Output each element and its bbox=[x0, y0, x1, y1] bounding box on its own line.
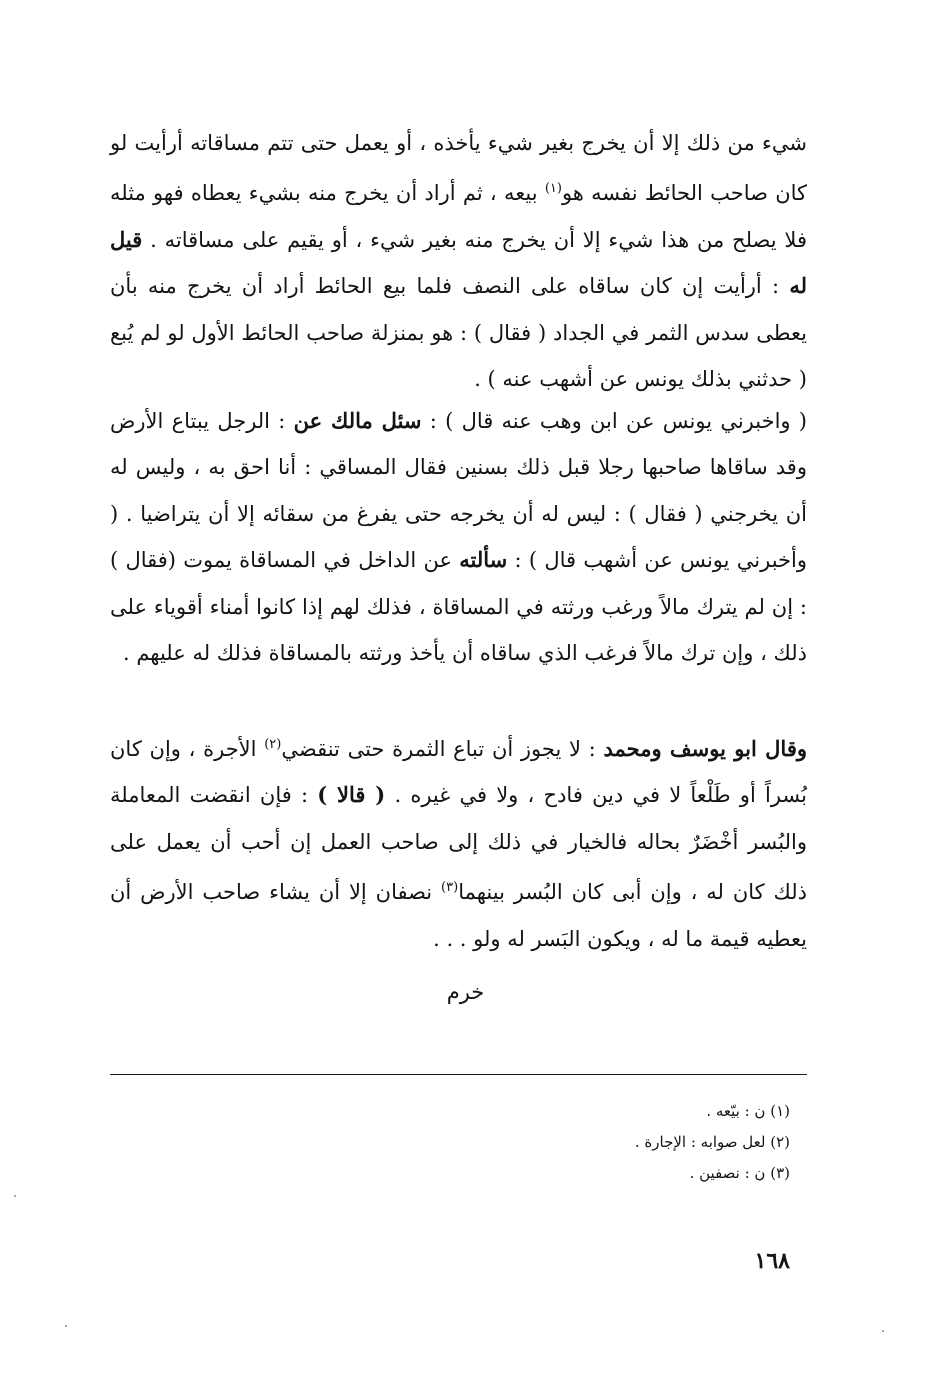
paragraph-1-text-1: شيء من ذلك إلا أن يخرج بغير شيء يأخذه ، أو يعمل حتى تتم مساقاته أرأيت لو كان صاحب الحائط نفسه هو bbox=[110, 131, 808, 206]
paragraph-2-text-2: : الرجل يبتاع الأرض وقد ساقاها صاحبها رجلا قبل ذلك بسنين فقال المساقي : أنا احق به ، وليس له أن يخرجني ( فقال ) : ليس له أن يخرجه حتى يفرغ من سقائه إلا أن يتراضيا . ( وأخبرني يونس عن أشهب قال ) : bbox=[110, 409, 807, 573]
paragraph-2-bold-2: سألته bbox=[459, 547, 508, 573]
scan-speck bbox=[65, 1325, 67, 1327]
scan-speck bbox=[882, 1330, 884, 1332]
paragraph-2-text-3: عن الداخل في المساقاة يموت (فقال ) : إن لم يترك مالاً ورغب ورثته في المساقاة ، فذلك لهم إذا كانوا أمناء أقوياء على ذلك ، وإن ترك مالاً فرغب الذي ساقاه أن يأخذ ورثته بالمساقاة فذلك له عليهم . bbox=[110, 548, 807, 666]
paragraph-1-text-3: : أرأيت إن كان ساقاه على النصف فلما بيع الحائط أراد أن يخرج منه بأن يعطى سدس الثمر في الجداد ( فقال ) : هو بمنزلة صاحب الحائط الأول لو لم يُبع ( حدثني بذلك يونس عن أشهب عنه ) . bbox=[110, 274, 807, 392]
footnote-2: (٢) لعل صوابه : الإجارة . bbox=[634, 1133, 790, 1151]
footnotes bbox=[110, 1096, 790, 1189]
paragraph-2 bbox=[110, 398, 807, 676]
footnote-ref-1: (١) bbox=[544, 181, 562, 197]
page-number: ١٦٨ bbox=[754, 1248, 790, 1274]
paragraph-1-text-2: بيعه ، ثم أراد أن يخرج منه بشيء يعطاه فهو مثله فلا يصلح من هذا شيء إلا أن يخرج منه بغير شيء ، أو يقيم على مساقاته . bbox=[110, 181, 807, 252]
paragraph-2-bold-1: سئل مالك عن bbox=[293, 408, 422, 433]
footnote-1: (١) ن : بيّعه . bbox=[706, 1102, 790, 1120]
paragraph-3-bold-2: ( قالا ) bbox=[317, 782, 386, 808]
footnote-ref-3: (٣) bbox=[441, 880, 459, 896]
paragraph-3-text-1: : لا يجوز أن تباع الثمرة حتى تنقضي bbox=[281, 737, 604, 761]
lacuna-marker: خرم bbox=[446, 980, 485, 1004]
footnote-divider bbox=[110, 1074, 807, 1075]
paragraph-3-bold-1: وقال ابو يوسف ومحمد bbox=[603, 736, 808, 761]
paragraph-1-bold-1: قيل له bbox=[110, 226, 807, 299]
paragraph-3-text-3: : فإن انقضت المعاملة والبُسر أخْضَرٌ بحاله فالخيار في ذلك إلى صاحب العمل إن أحب أن يعمل على ذلك كان له ، وإن أبى كان البُسر بينهما bbox=[110, 783, 807, 905]
paragraph-3-text-2: الأجرة ، وإن كان بُسراً أو طَلْعاً لا في دين فادح ، ولا في غيره . bbox=[110, 737, 807, 808]
scan-speck bbox=[14, 1195, 16, 1197]
footnote-ref-2: (٢) bbox=[264, 737, 282, 752]
paragraph-2-text-1: ( واخبرني يونس عن ابن وهب عنه قال ) : bbox=[421, 409, 808, 433]
paragraph-3-text-4: نصفان إلا أن يشاء صاحب الأرض أن يعطيه قيمة ما له ، ويكون البَسر له ولو . . . bbox=[110, 880, 807, 951]
paragraph-3 bbox=[110, 722, 807, 962]
paragraph-1 bbox=[110, 120, 807, 402]
footnote-3: (٣) ن : نصفين . bbox=[689, 1164, 790, 1182]
